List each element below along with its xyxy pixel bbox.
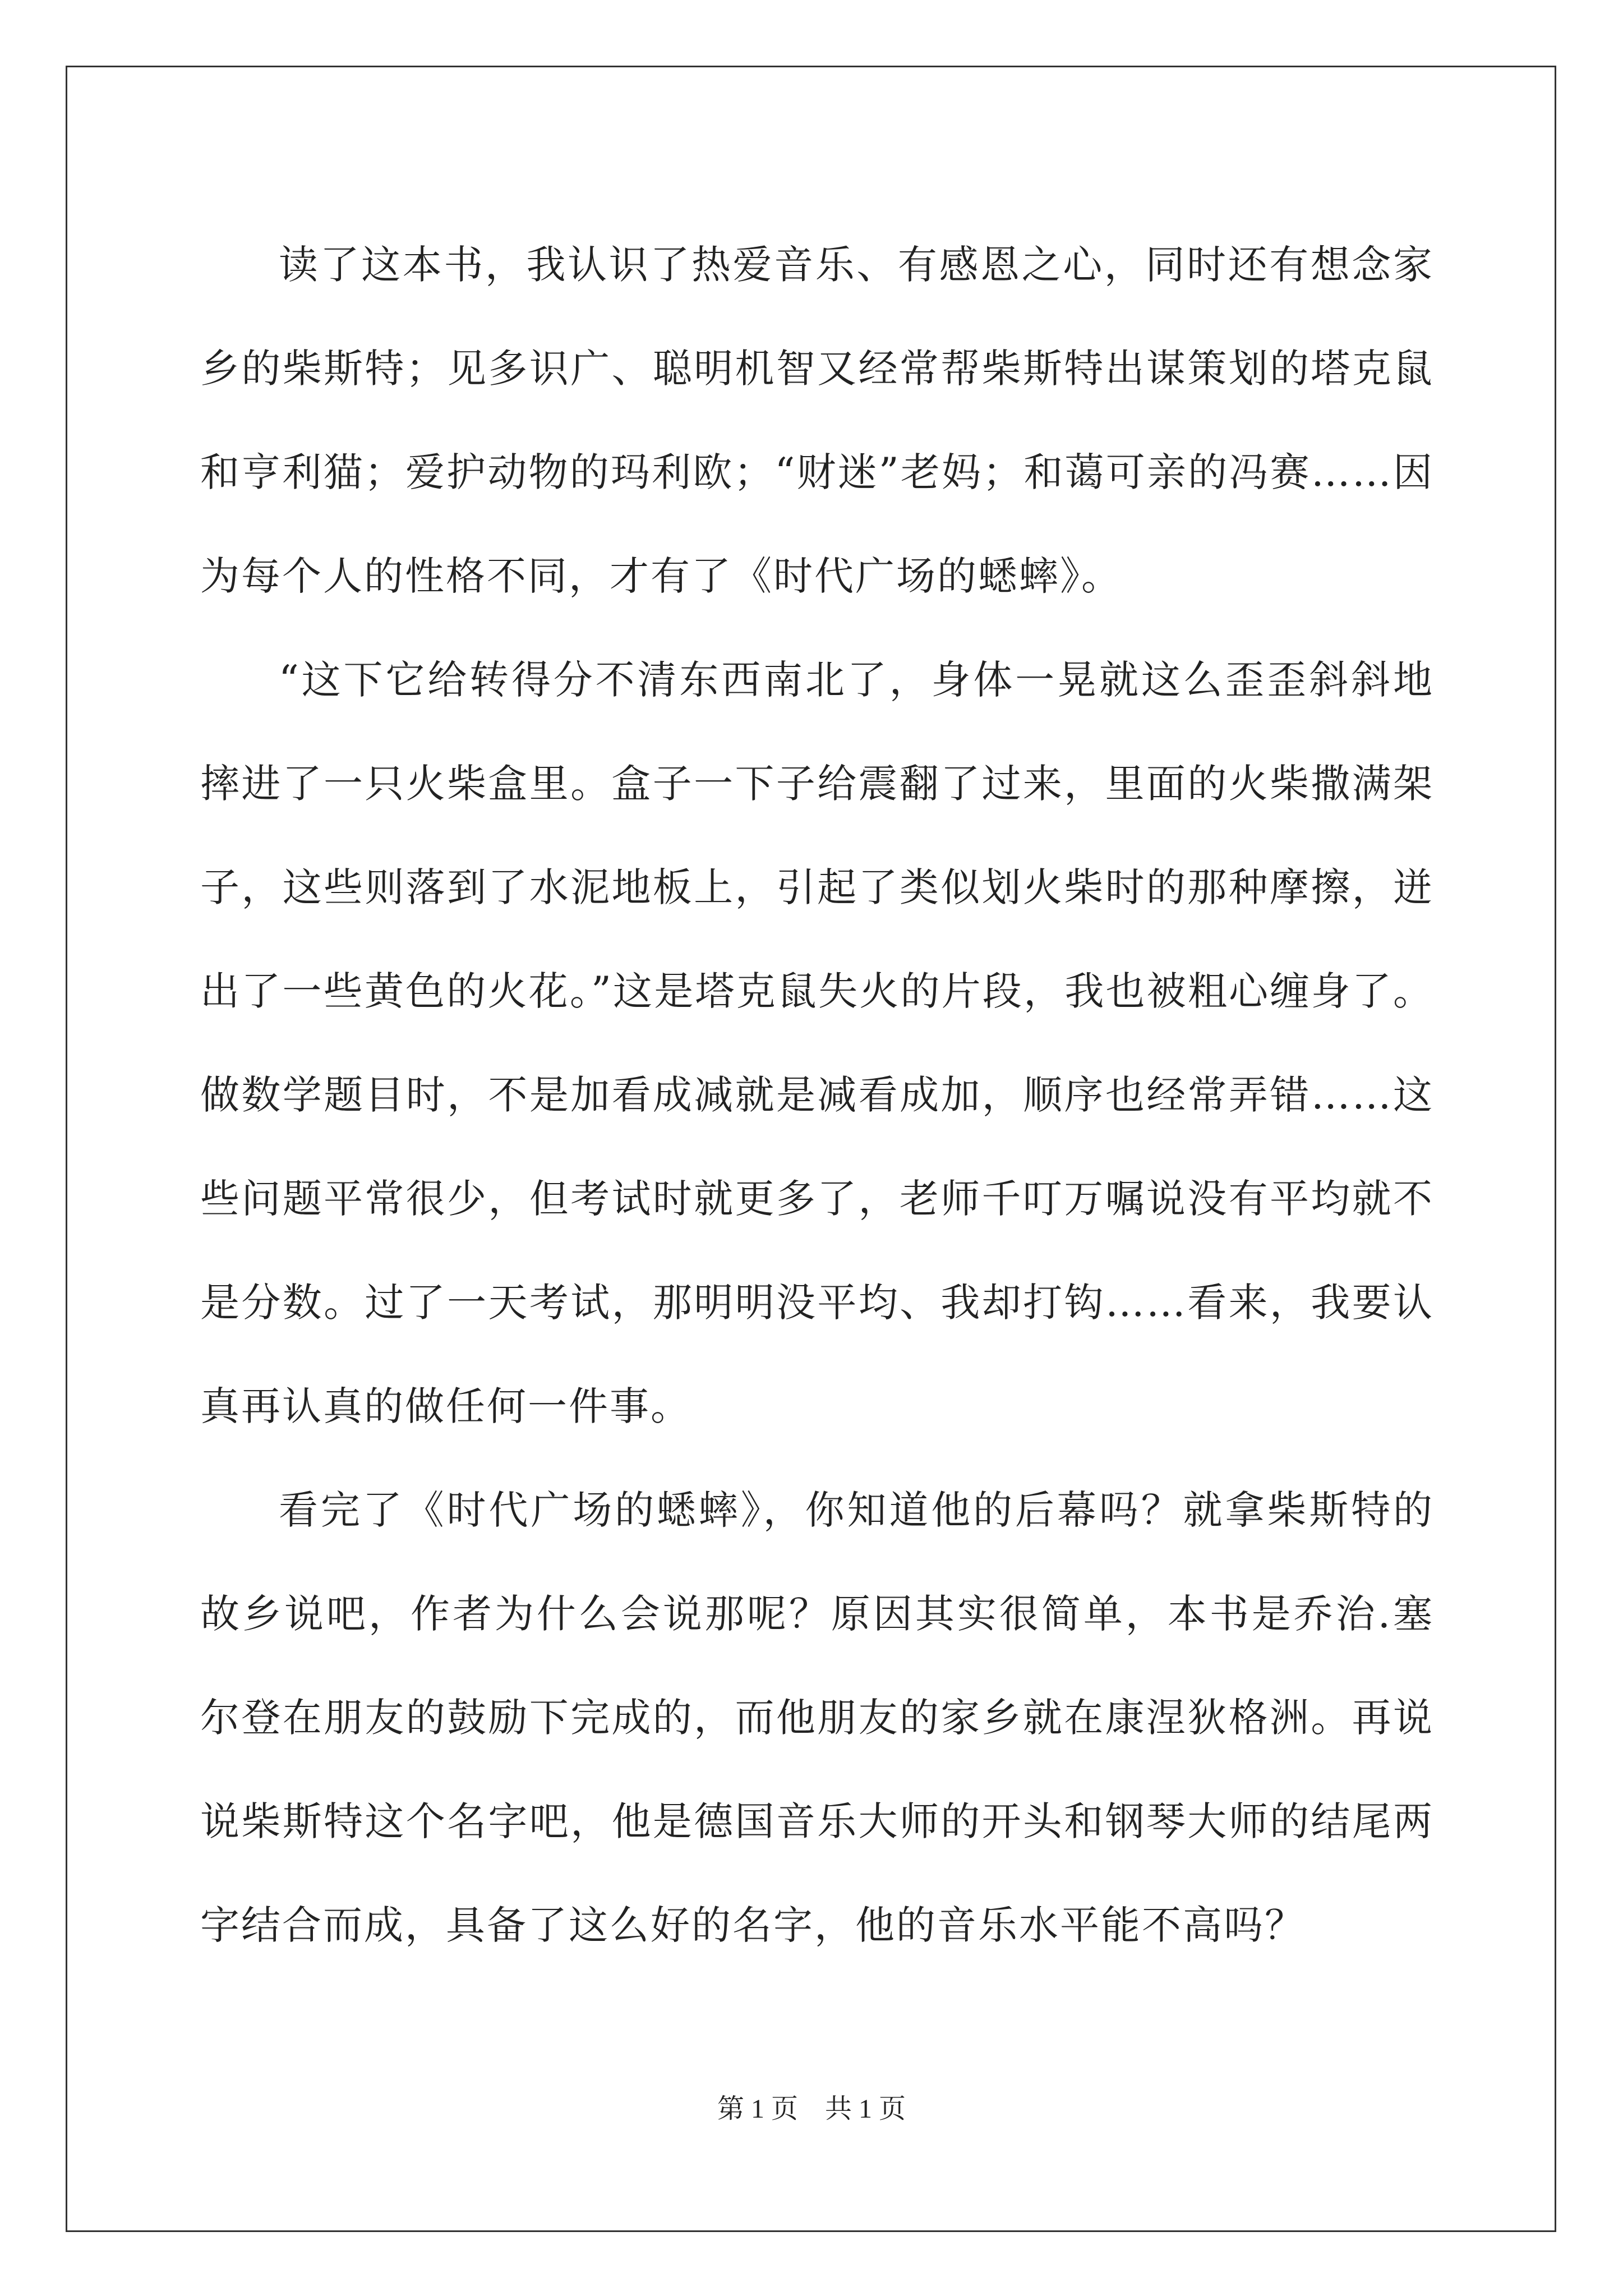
document-body (200, 213, 1434, 1977)
paragraph-1: 读了这本书，我认识了热爱音乐、有感恩之心，同时还有想念家乡的柴斯特；见多识广、聪明机智又经常帮柴斯特出谋策划的塔克鼠和亨利猫；爱护动物的玛利欧；“财迷”老妈；和蔼可亲的冯赛……因为每个人的性格不同，才有了《时代广场的蟋蟀》。 (200, 242, 1434, 599)
page-footer: 第 1 页 共 1 页 (717, 2094, 906, 2124)
paragraph-2: “这下它给转得分不清东西南北了，身体一晃就这么歪歪斜斜地摔进了一只火柴盒里。盒子一下子给震翻了过来，里面的火柴撒满架子，这些则落到了水泥地板上，引起了类似划火柴时的那种摩擦，迸出了一些黄色的火花。”这是塔克鼠失火的片段，我也被粗心缠身了。做数学题目时，不是加看成减就是减看成加，顺序也经常弄错……这些问题平常很少，但考试时就更多了，老师千叮万嘱说没有平均就不是分数。过了一天考试，那明明没平均、我却打钩……看来，我要认真再认真的做任何一件事。 (200, 657, 1434, 1429)
paragraph-3: 看完了《时代广场的蟋蟀》，你知道他的后幕吗？就拿柴斯特的故乡说吧，作者为什么会说那呢？原因其实很简单，本书是乔治.塞尔登在朋友的鼓励下完成的，而他朋友的家乡就在康涅狄格洲。再说说柴斯特这个名字吧，他是德国音乐大师的开头和钢琴大师的结尾两字结合而成，具备了这么好的名字，他的音乐水平能不高吗？ (200, 1487, 1434, 1948)
